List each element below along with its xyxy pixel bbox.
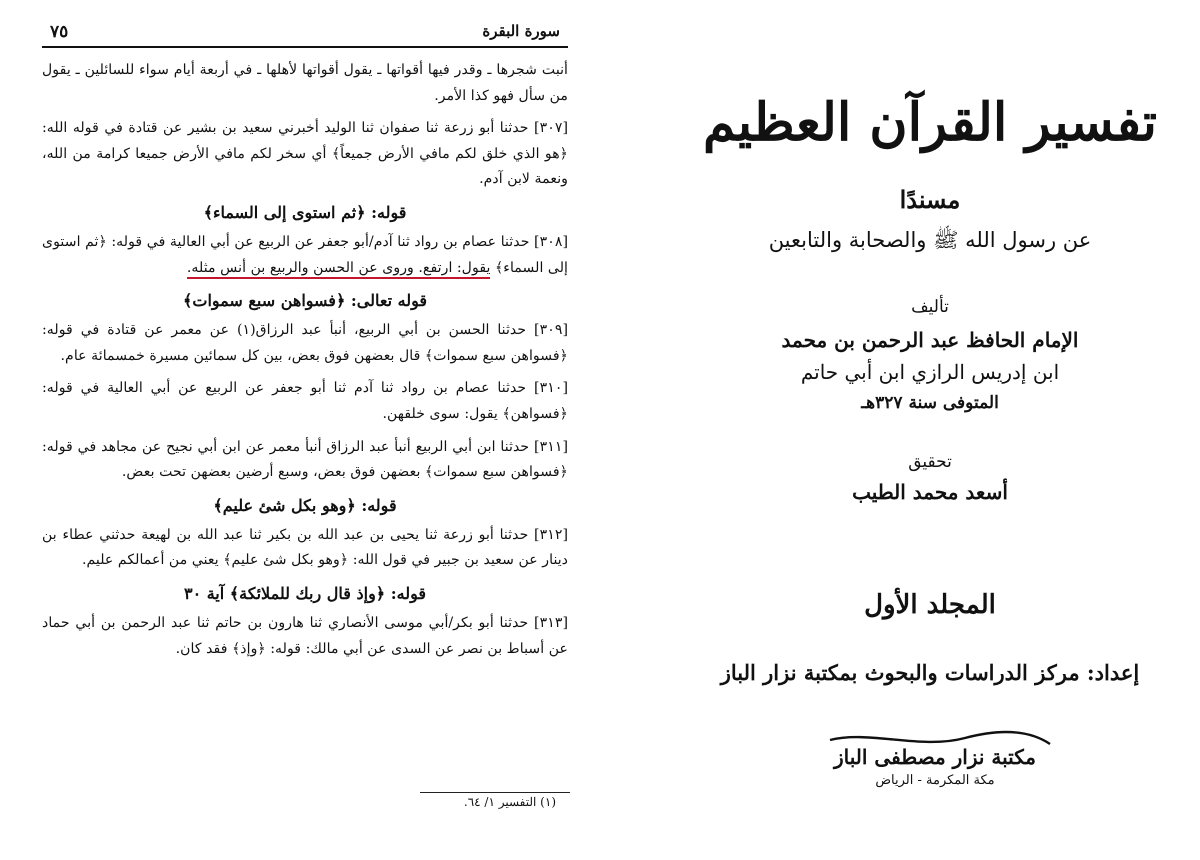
paragraph-intro: أنبت شجرها ـ وقدر فيها أقواتها ـ يقول أقواتها لأهلها ـ في أربعة أيام سواء للسائلين ـ يقول من سأل فهو كذا الأمر. [42,62,568,104]
editor-name: أسعد محمد الطيب [852,480,1008,504]
heading-alim: قوله: ﴿وهو بكل شئ عليم﴾ [213,495,397,515]
author-name-line-2: ابن إدريس الرازي ابن أبي حاتم [800,360,1060,384]
footnote: (١) التفسير ١/ ٦٤. [463,795,556,809]
paragraph-307: [٣٠٧] حدثنا أبو زرعة ثنا صفوان ثنا الوليد أخبرني سعيد بن بشير عن قتادة في قوله الله: ﴿هو الذي خلق لكم مافي الأرض جميعاً﴾ أي سخر لكم مافي الأرض جميعا كرامة من الله، ونعمة لابن آدم. [42,120,568,188]
page-number: ٧٥ [50,22,69,42]
paragraph-311: [٣١١] حدثنا ابن أبي الربيع أنبأ عبد الرزاق أنبأ معمر عن ابن أبي نجيح عن مجاهد في قوله: ﴿فسواهن سبع سموات﴾ بعضهن فوق بعض، وسبع أرضين بعضهن تحت بعض. [42,438,568,481]
left-page [28,14,568,844]
logo-flourish [830,732,1050,744]
book-title: تفسير القرآن العظيم [702,92,1157,153]
heading-fasawwahunna: قوله تعالى: ﴿فسواهن سبع سموات﴾ [183,291,427,311]
paragraph-310: [٣١٠] حدثنا عصام بن رواد ثنا آدم ثنا أبو جعفر عن الربيع عن أبي العالية في قوله: ﴿فسواهن﴾ يقول: سوى خلقهن. [42,380,568,422]
tahqiq-label: تحقيق [908,452,952,472]
publisher-logo-location: مكة المكرمة - الرياض [875,773,995,788]
page-header [42,20,568,48]
paragraph-308-main: [٣٠٨] حدثنا عصام بن رواد ثنا آدم/أبو جعفر عن الربيع عن أبي العالية في قوله: ﴿ثم استوى إلى السماء﴾ [42,233,568,276]
paragraph-313: [٣١٣] حدثنا أبو بكر/أبي موسى الأنصاري ثنا هارون بن حاتم ثنا عبد الرحمن بن أبي حماد عن أسباط بن نصر عن السدى عن أبي مالك: قوله: ﴿وإذ﴾ فقد كان. [42,614,568,657]
title-page [690,60,1170,820]
underlined-passage: يقول: ارتفع. وروى عن الحسن والربيع بن أنس مثله. [187,260,491,279]
author-name-line-1: الإمام الحافظ عبد الرحمن بن محمد [781,328,1079,352]
publisher-logo-name: مكتبة نزار مصطفى الباز [834,745,1036,769]
running-title: سورة البقرة [482,22,560,40]
authorship-label: تأليف [911,297,949,317]
commentary-text [42,58,568,669]
paragraph-312: [٣١٢] حدثنا أبو زرعة ثنا يحيى بن عبد الله بن بكير ثنا عبد الله بن لهيعة حدثني عطاء بن دينار عن سعيد بن جبير في قول الله: ﴿وهو بكل شئ عليم﴾ يعني من أعمالكم عليم. [42,526,568,569]
paragraph-309: [٣٠٩] حدثنا الحسن بن أبي الربيع، أنبأ عبد الرزاق(١) عن معمر عن قتادة في قوله: ﴿فسواهن سبع سموات﴾ قال بعضهن فوق بعض، بين كل سمائين مسيرة خمسمائة عام. [42,322,568,364]
volume-label: المجلد الأول [864,590,996,620]
preparation-line: إعداد: مركز الدراسات والبحوث بمكتبة نزار الباز [720,660,1140,685]
footnote-divider [420,792,570,793]
heading-malaika: قوله: ﴿وإذ قال ربك للملائكة﴾ آية ٣٠ [183,583,427,603]
publisher-logo [800,728,1070,790]
paragraph-308 [42,230,568,281]
death-date: المتوفى سنة ٣٢٧هـ [861,393,999,413]
heading-istawa: قوله: ﴿ثم استوى إلى السماء﴾ [203,202,407,222]
musnadan-label: مسندًا [899,185,961,214]
attribution-line: عن رسول الله ﷺ والصحابة والتابعين [768,228,1092,252]
